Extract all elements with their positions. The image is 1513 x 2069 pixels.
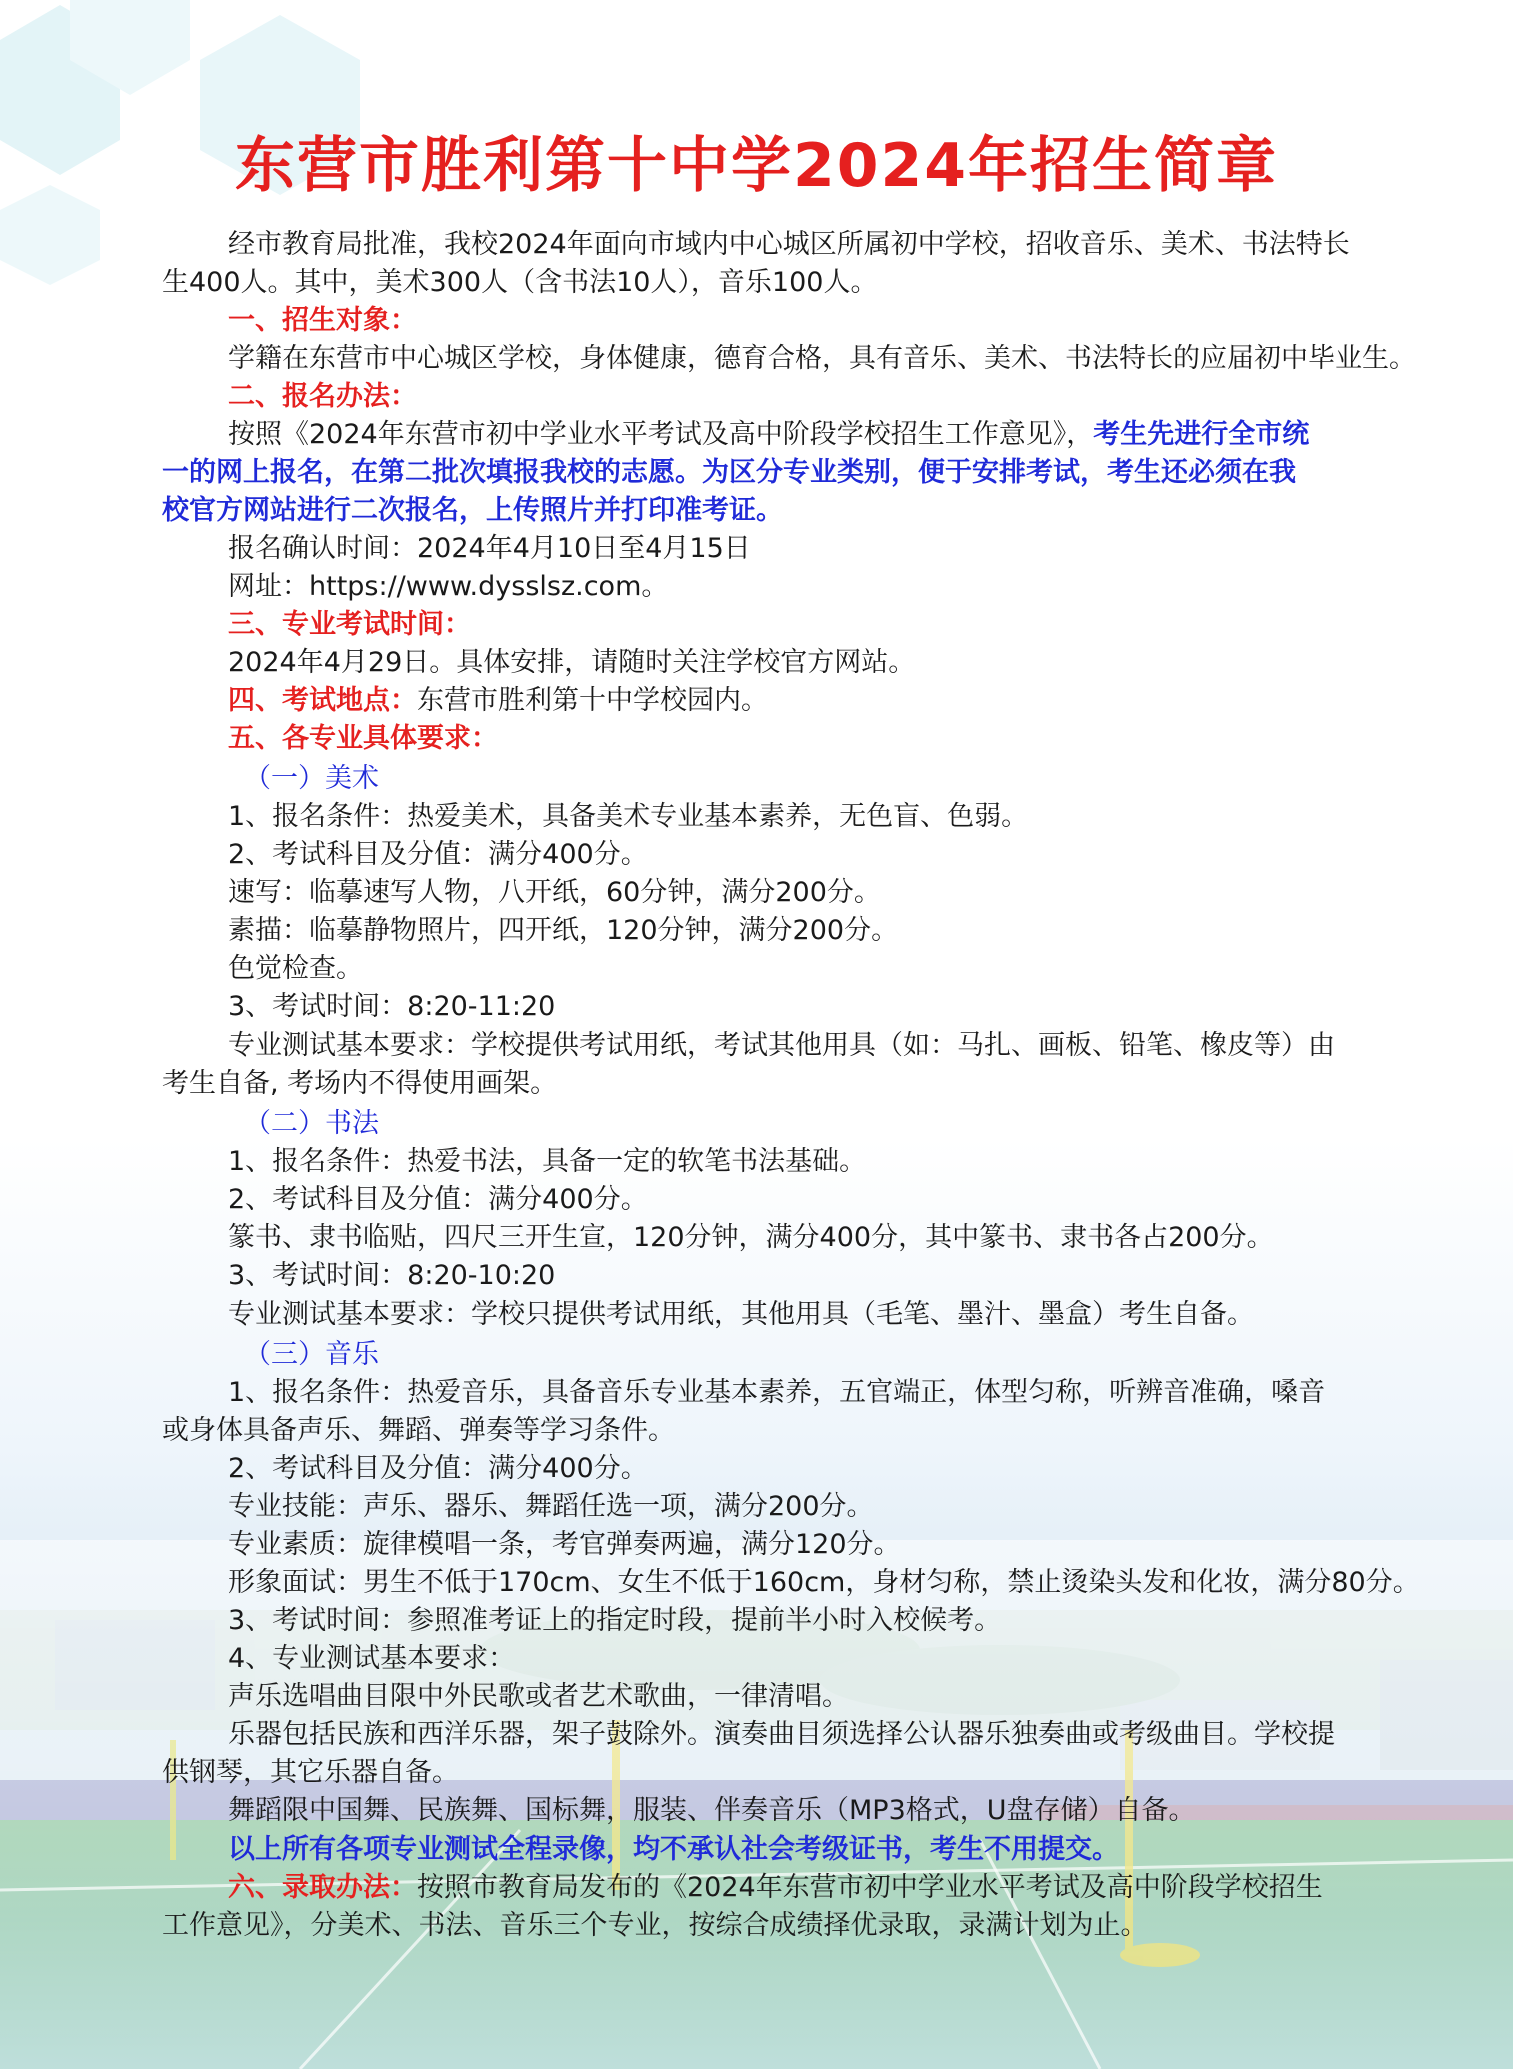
- calligraphy-line: 1、报名条件：热爱书法，具备一定的软笔书法基础。: [228, 1146, 867, 1177]
- music-line: 声乐选唱曲目限中外民歌或者艺术歌曲，一律清唱。: [228, 1681, 849, 1712]
- music-line: 专业技能：声乐、器乐、舞蹈任选一项，满分200分。: [228, 1491, 874, 1522]
- art-line: 色觉检查。: [228, 953, 363, 984]
- intro-line: 生400人。其中，美术300人（含书法10人），音乐100人。: [162, 267, 878, 298]
- section-heading-requirements: 五、各专业具体要求：: [228, 723, 498, 754]
- music-line: 供钢琴，其它乐器自备。: [162, 1757, 459, 1788]
- art-line: 考生自备, 考场内不得使用画架。: [162, 1068, 558, 1099]
- art-line: 专业测试基本要求：学校提供考试用纸，考试其他用具（如：马扎、画板、铅笔、橡皮等）由: [228, 1030, 1335, 1061]
- section-heading-location: 四、考试地点：: [228, 685, 417, 716]
- subheading-art: （一）美术: [244, 763, 379, 794]
- art-line: 2、考试科目及分值：满分400分。: [228, 839, 648, 870]
- music-line: 1、报名条件：热爱音乐，具备音乐专业基本素养，五官端正，体型匀称，听辨音准确，嗓音: [228, 1377, 1326, 1408]
- registration-emphasis: 一的网上报名，在第二批次填报我校的志愿。为区分专业类别，便于安排考试，考生还必须在我: [162, 457, 1296, 488]
- confirm-time: 报名确认时间：2024年4月10日至4月15日: [228, 533, 751, 564]
- music-line: 形象面试：男生不低于170cm、女生不低于160cm，身材匀称，禁止烫染头发和化妆，满分80分。: [228, 1567, 1420, 1598]
- calligraphy-line: 专业测试基本要求：学校只提供考试用纸，其他用具（毛笔、墨汁、墨盒）考生自备。: [228, 1299, 1254, 1330]
- art-line: 素描：临摹静物照片，四开纸，120分钟，满分200分。: [228, 915, 899, 946]
- music-line: 乐器包括民族和西洋乐器，架子鼓除外。演奏曲目须选择公认器乐独奏曲或考级曲目。学校提: [228, 1719, 1335, 1750]
- section-exam-location: [228, 682, 1372, 720]
- location-text: 东营市胜利第十中学校园内。: [417, 685, 768, 716]
- section-text: 学籍在东营市中心城区学校，身体健康，德育合格，具有音乐、美术、书法特长的应届初中毕业生。: [228, 343, 1416, 374]
- subheading-calligraphy: （二）书法: [244, 1108, 379, 1139]
- admission-text: 按照市教育局发布的《2024年东营市初中学业水平考试及高中阶段学校招生: [417, 1872, 1323, 1903]
- music-line: 专业素质：旋律模唱一条，考官弹奏两遍，满分120分。: [228, 1529, 901, 1560]
- admission-text: 工作意见》，分美术、书法、音乐三个专业，按综合成绩择优录取，录满计划为止。: [162, 1910, 1148, 1941]
- music-line: 2、考试科目及分值：满分400分。: [228, 1453, 648, 1484]
- calligraphy-line: 3、考试时间：8:20-10:20: [228, 1260, 556, 1291]
- section-heading-registration: 二、报名办法：: [228, 381, 417, 412]
- art-line: 1、报名条件：热爱美术，具备美术专业基本素养，无色盲、色弱。: [228, 801, 1029, 832]
- recording-notice: 以上所有各项专业测试全程录像，均不承认社会考级证书，考生不用提交。: [228, 1834, 1119, 1865]
- page-title: 东营市胜利第十中学2024年招生简章: [235, 131, 1278, 201]
- registration-text: 按照《2024年东营市初中学业水平考试及高中阶段学校招生工作意见》，: [228, 419, 1094, 450]
- website-url: 网址：https://www.dysslsz.com。: [228, 571, 669, 602]
- section-text: 2024年4月29日。具体安排，请随时关注学校官方网站。: [228, 647, 916, 678]
- calligraphy-line: 篆书、隶书临贴，四尺三开生宣，120分钟，满分400分，其中篆书、隶书各占200分。: [228, 1222, 1274, 1253]
- art-line: 速写：临摹速写人物，八开纸，60分钟，满分200分。: [228, 877, 881, 908]
- section-heading-exam-time: 三、专业考试时间：: [228, 609, 471, 640]
- intro-line: 经市教育局批准，我校2024年面向市域内中心城区所属初中学校，招收音乐、美术、书法特长: [228, 229, 1350, 260]
- music-line: 3、考试时间：参照准考证上的指定时段，提前半小时入校候考。: [228, 1605, 1002, 1636]
- section-heading-targets: 一、招生对象：: [228, 305, 417, 336]
- section-heading-admission: 六、录取办法：: [228, 1872, 417, 1903]
- calligraphy-line: 2、考试科目及分值：满分400分。: [228, 1184, 648, 1215]
- music-line: 4、专业测试基本要求：: [228, 1643, 516, 1674]
- music-line: 舞蹈限中国舞、民族舞、国标舞，服装、伴奏音乐（MP3格式，U盘存储）自备。: [228, 1795, 1196, 1826]
- registration-emphasis: 考生先进行全市统: [1093, 419, 1310, 450]
- section-admission: [228, 1869, 1372, 1907]
- subheading-music: （三）音乐: [244, 1339, 379, 1370]
- art-line: 3、考试时间：8:20-11:20: [228, 991, 556, 1022]
- registration-emphasis: 校官方网站进行二次报名，上传照片并打印准考证。: [162, 495, 783, 526]
- music-line: 或身体具备声乐、舞蹈、弹奏等学习条件。: [162, 1415, 675, 1446]
- section-text: [228, 416, 1372, 454]
